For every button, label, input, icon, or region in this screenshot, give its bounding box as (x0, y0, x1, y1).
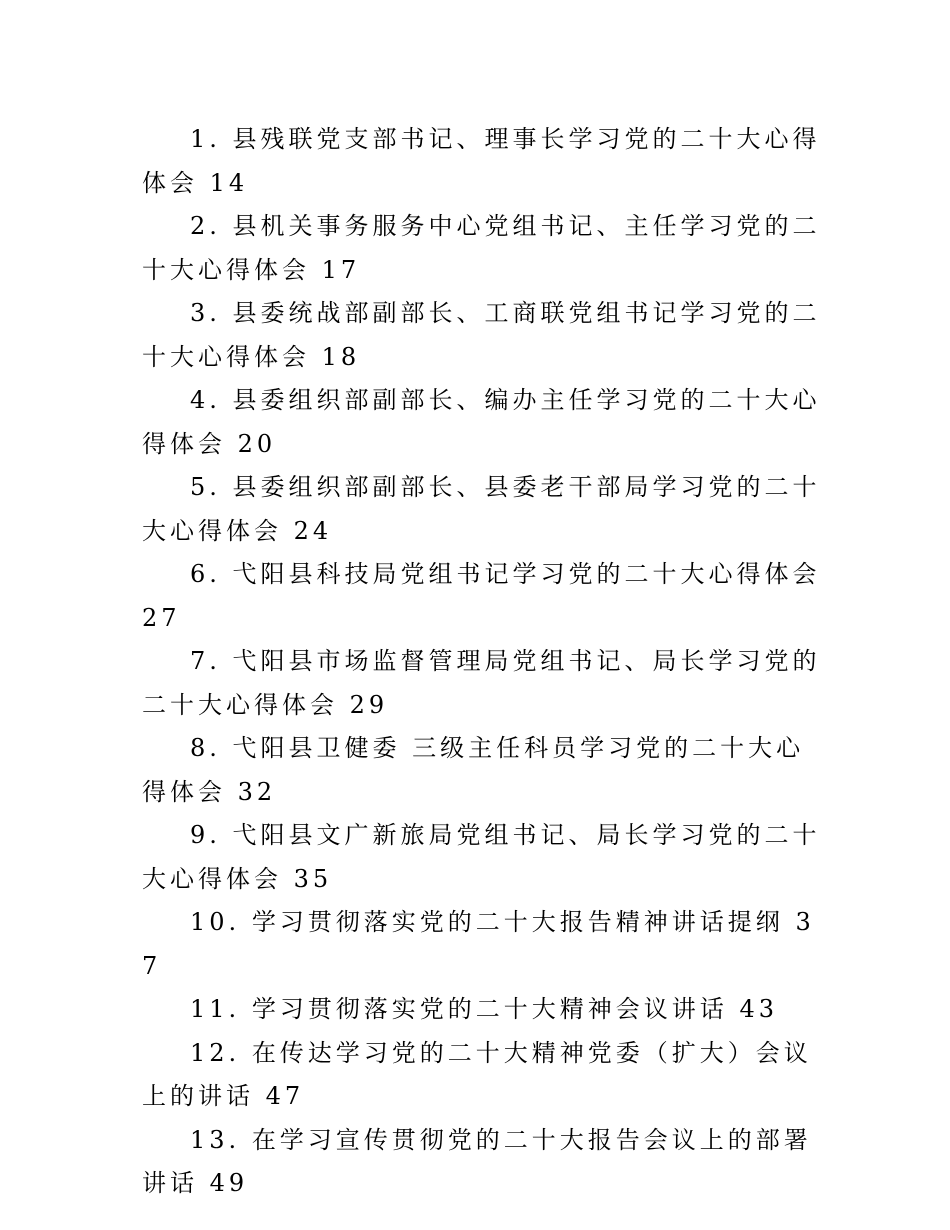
toc-entry-page: 43 (739, 995, 778, 1023)
toc-entry-1[interactable] (142, 118, 822, 205)
toc-entry-9[interactable] (142, 814, 822, 901)
table-of-contents (142, 118, 822, 1206)
toc-entry-number: 11. (190, 995, 241, 1023)
toc-entry-title: 学习贯彻落实党的二十大报告精神讲话提纲 (251, 908, 784, 936)
toc-entry-11[interactable] (142, 988, 822, 1032)
toc-entry-page: 14 (209, 168, 249, 197)
toc-entry-page: 27 (142, 603, 181, 632)
toc-entry-page: 47 (265, 1082, 305, 1110)
toc-entry-number: 7. (190, 647, 221, 675)
toc-entry-page: 18 (321, 342, 361, 371)
toc-entry-title: 弋阳县科技局党组书记学习党的二十大心得体会 (232, 560, 821, 588)
toc-entry-number: 9. (190, 821, 221, 849)
toc-entry-page: 24 (293, 516, 333, 545)
toc-entry-title: 县委组织部副部长、县委老干部局学习党的二十大心得体会 (142, 473, 821, 545)
toc-entry-page: 32 (237, 777, 277, 806)
toc-entry-title: 弋阳县市场监督管理局党组书记、局长学习党的二十大心得体会 (142, 647, 821, 719)
toc-entry-8[interactable] (142, 727, 822, 814)
toc-entry-5[interactable] (142, 466, 822, 553)
toc-entry-10[interactable] (142, 901, 822, 988)
toc-entry-title: 县委统战部副部长、工商联党组书记学习党的二十大心得体会 (142, 299, 821, 371)
toc-entry-4[interactable] (142, 379, 822, 466)
toc-entry-page: 17 (321, 255, 361, 284)
toc-entry-12[interactable] (142, 1032, 822, 1119)
toc-entry-page: 37 (142, 908, 815, 980)
toc-entry-title: 在学习宣传贯彻党的二十大报告会议上的部署讲话 (142, 1125, 812, 1197)
toc-entry-number: 10. (190, 908, 241, 936)
toc-entry-page: 29 (349, 690, 389, 719)
toc-entry-page: 20 (237, 429, 277, 458)
toc-entry-title: 县委组织部副部长、编办主任学习党的二十大心得体会 (142, 386, 821, 458)
toc-entry-page: 49 (209, 1169, 249, 1197)
toc-entry-13[interactable] (142, 1119, 822, 1206)
toc-entry-title: 县机关事务服务中心党组书记、主任学习党的二十大心得体会 (142, 212, 821, 284)
toc-entry-3[interactable] (142, 292, 822, 379)
toc-entry-title: 弋阳县卫健委 三级主任科员学习党的二十大心得体会 (142, 734, 805, 806)
toc-entry-6[interactable] (142, 553, 822, 640)
toc-entry-number: 4. (190, 386, 221, 414)
toc-entry-number: 13. (190, 1125, 241, 1154)
toc-entry-number: 6. (190, 560, 221, 588)
toc-entry-number: 8. (190, 734, 221, 762)
toc-entry-page: 35 (293, 864, 333, 893)
toc-entry-number: 1. (190, 125, 221, 153)
toc-entry-number: 2. (190, 212, 221, 240)
toc-entry-title: 在传达学习党的二十大精神党委（扩大）会议上的讲话 (142, 1038, 812, 1110)
toc-entry-2[interactable] (142, 205, 822, 292)
toc-entry-title: 县残联党支部书记、理事长学习党的二十大心得体会 (142, 125, 821, 197)
toc-entry-title: 学习贯彻落实党的二十大精神会议讲话 (251, 995, 728, 1023)
toc-entry-7[interactable] (142, 640, 822, 727)
toc-entry-title: 弋阳县文广新旅局党组书记、局长学习党的二十大心得体会 (142, 821, 821, 893)
toc-entry-number: 3. (190, 299, 221, 327)
toc-entry-number: 12. (190, 1038, 241, 1067)
toc-entry-number: 5. (190, 473, 221, 501)
